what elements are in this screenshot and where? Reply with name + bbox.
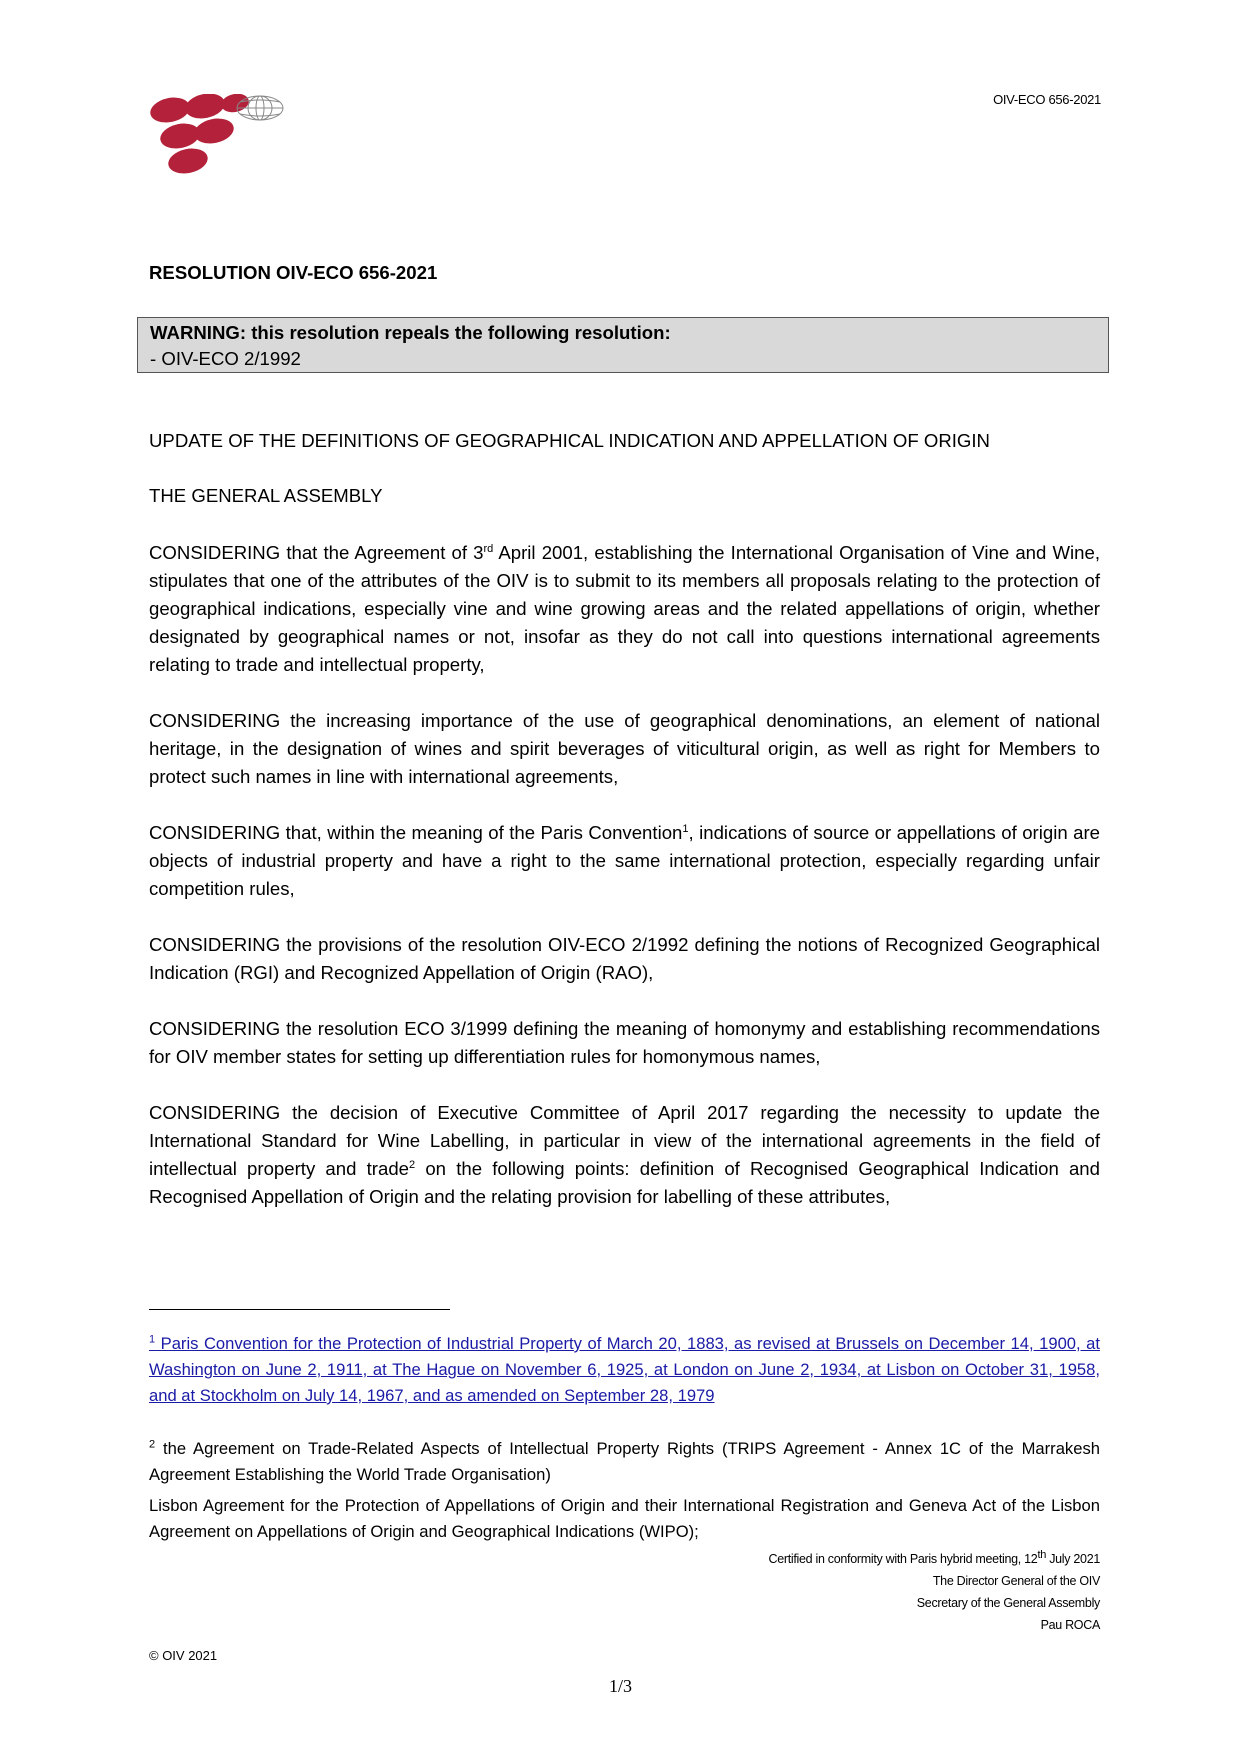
assembly-heading: THE GENERAL ASSEMBLY <box>149 485 383 506</box>
footnote-1-link[interactable]: $^1$ Paris Convention for the Protection of Industrial Property of March 20, 1883, as revised at Brussels on December 14, 1900, at Washington on June 2, 1911, at The Hague on November 6, 1925, at London on June 2, 1934, at Lisbon on October 31, 1958, and at Stockholm on July 14, 1967, and as amended on September 28, 1979 <box>149 1333 1100 1405</box>
considering-paragraph-2: CONSIDERING the increasing importance of the use of geographical denominations, an element of national heritage, in the designation of wines and spirit beverages of viticultural origin, as well as right for Members to protect such names in line with international agreements, <box>149 710 1100 787</box>
warning-box <box>137 317 1109 373</box>
copyright: © OIV 2021 <box>149 1648 218 1663</box>
signatory-name: Pau ROCA <box>1040 1618 1100 1632</box>
repealed-resolution: - OIV-ECO 2/1992 <box>150 348 301 369</box>
considering-paragraph-1: CONSIDERING that the Agreement of 3rd April 2001, establishing the International Organisation of Vine and Wine, stipulates that one of the attributes of the OIV is to submit to its members all proposals relating to the protection of geographical indications, especially vine and wine growing areas and the related appellations of origin, whether designated by geographical names or not, insofar as they do not call into questions international agreements relating to trade and intellectual property, <box>149 542 1100 675</box>
page-number: 1/3 <box>608 1676 632 1696</box>
oiv-logo <box>150 94 290 186</box>
update-heading: UPDATE OF THE DEFINITIONS OF GEOGRAPHICAL INDICATION AND APPELLATION OF ORIGIN <box>149 430 990 451</box>
globe-icon <box>237 96 283 120</box>
footnote-separator <box>149 1309 450 1310</box>
secretary-title: Secretary of the General Assembly <box>916 1596 1100 1610</box>
considering-paragraph-6: CONSIDERING the decision of Executive Committee of April 2017 regarding the necessity to update the International Standard for Wine Labelling, in particular in view of the international agreements in the field of intellectual property and trade$^2$ on the following points: definition of Recognised Geographical Indication and Recognised Appellation of Origin and the relating provision for labelling of these attributes, <box>149 1102 1100 1207</box>
footnote-1[interactable] <box>149 1331 1100 1409</box>
warning-line: WARNING: this resolution repeals the following resolution: <box>150 322 671 343</box>
considering-paragraph-5: CONSIDERING the resolution ECO 3/1999 defining the meaning of homonymy and establishing recommendations for OIV member states for setting up differentiation rules for homonymous names, <box>149 1018 1100 1067</box>
certification-line: Certified in conformity with Paris hybrid meeting, 12th July 2021 <box>768 1548 1100 1566</box>
considering-paragraph-3: CONSIDERING that, within the meaning of the Paris Convention$^1$, indications of source or appellations of origin are objects of industrial property and have a right to the same international protection, especially regarding unfair competition rules, <box>149 822 1100 899</box>
resolution-title: RESOLUTION OIV-ECO 656-2021 <box>149 262 438 283</box>
certification-block <box>768 1548 1100 1636</box>
footnote-2-continued: Lisbon Agreement for the Protection of Appellations of Origin and their International Registration and Geneva Act of the Lisbon Agreement on Appellations of Origin and Geographical Indications (WIPO); <box>149 1496 1100 1541</box>
document-reference: OIV-ECO 656-2021 <box>993 92 1101 107</box>
footnote-2: $^2$ the Agreement on Trade-Related Aspects of Intellectual Property Rights (TRIPS Agreement - Annex 1C of the Marrakesh Agreement Establishing the World Trade Organisation) <box>149 1438 1100 1484</box>
considering-paragraph-4: CONSIDERING the provisions of the resolution OIV-ECO 2/1992 defining the notions of Recognized Geographical Indication (RGI) and Recognized Appellation of Origin (RAO), <box>149 934 1100 983</box>
grape-cluster-icon <box>150 94 251 177</box>
director-title: The Director General of the OIV <box>932 1574 1100 1588</box>
